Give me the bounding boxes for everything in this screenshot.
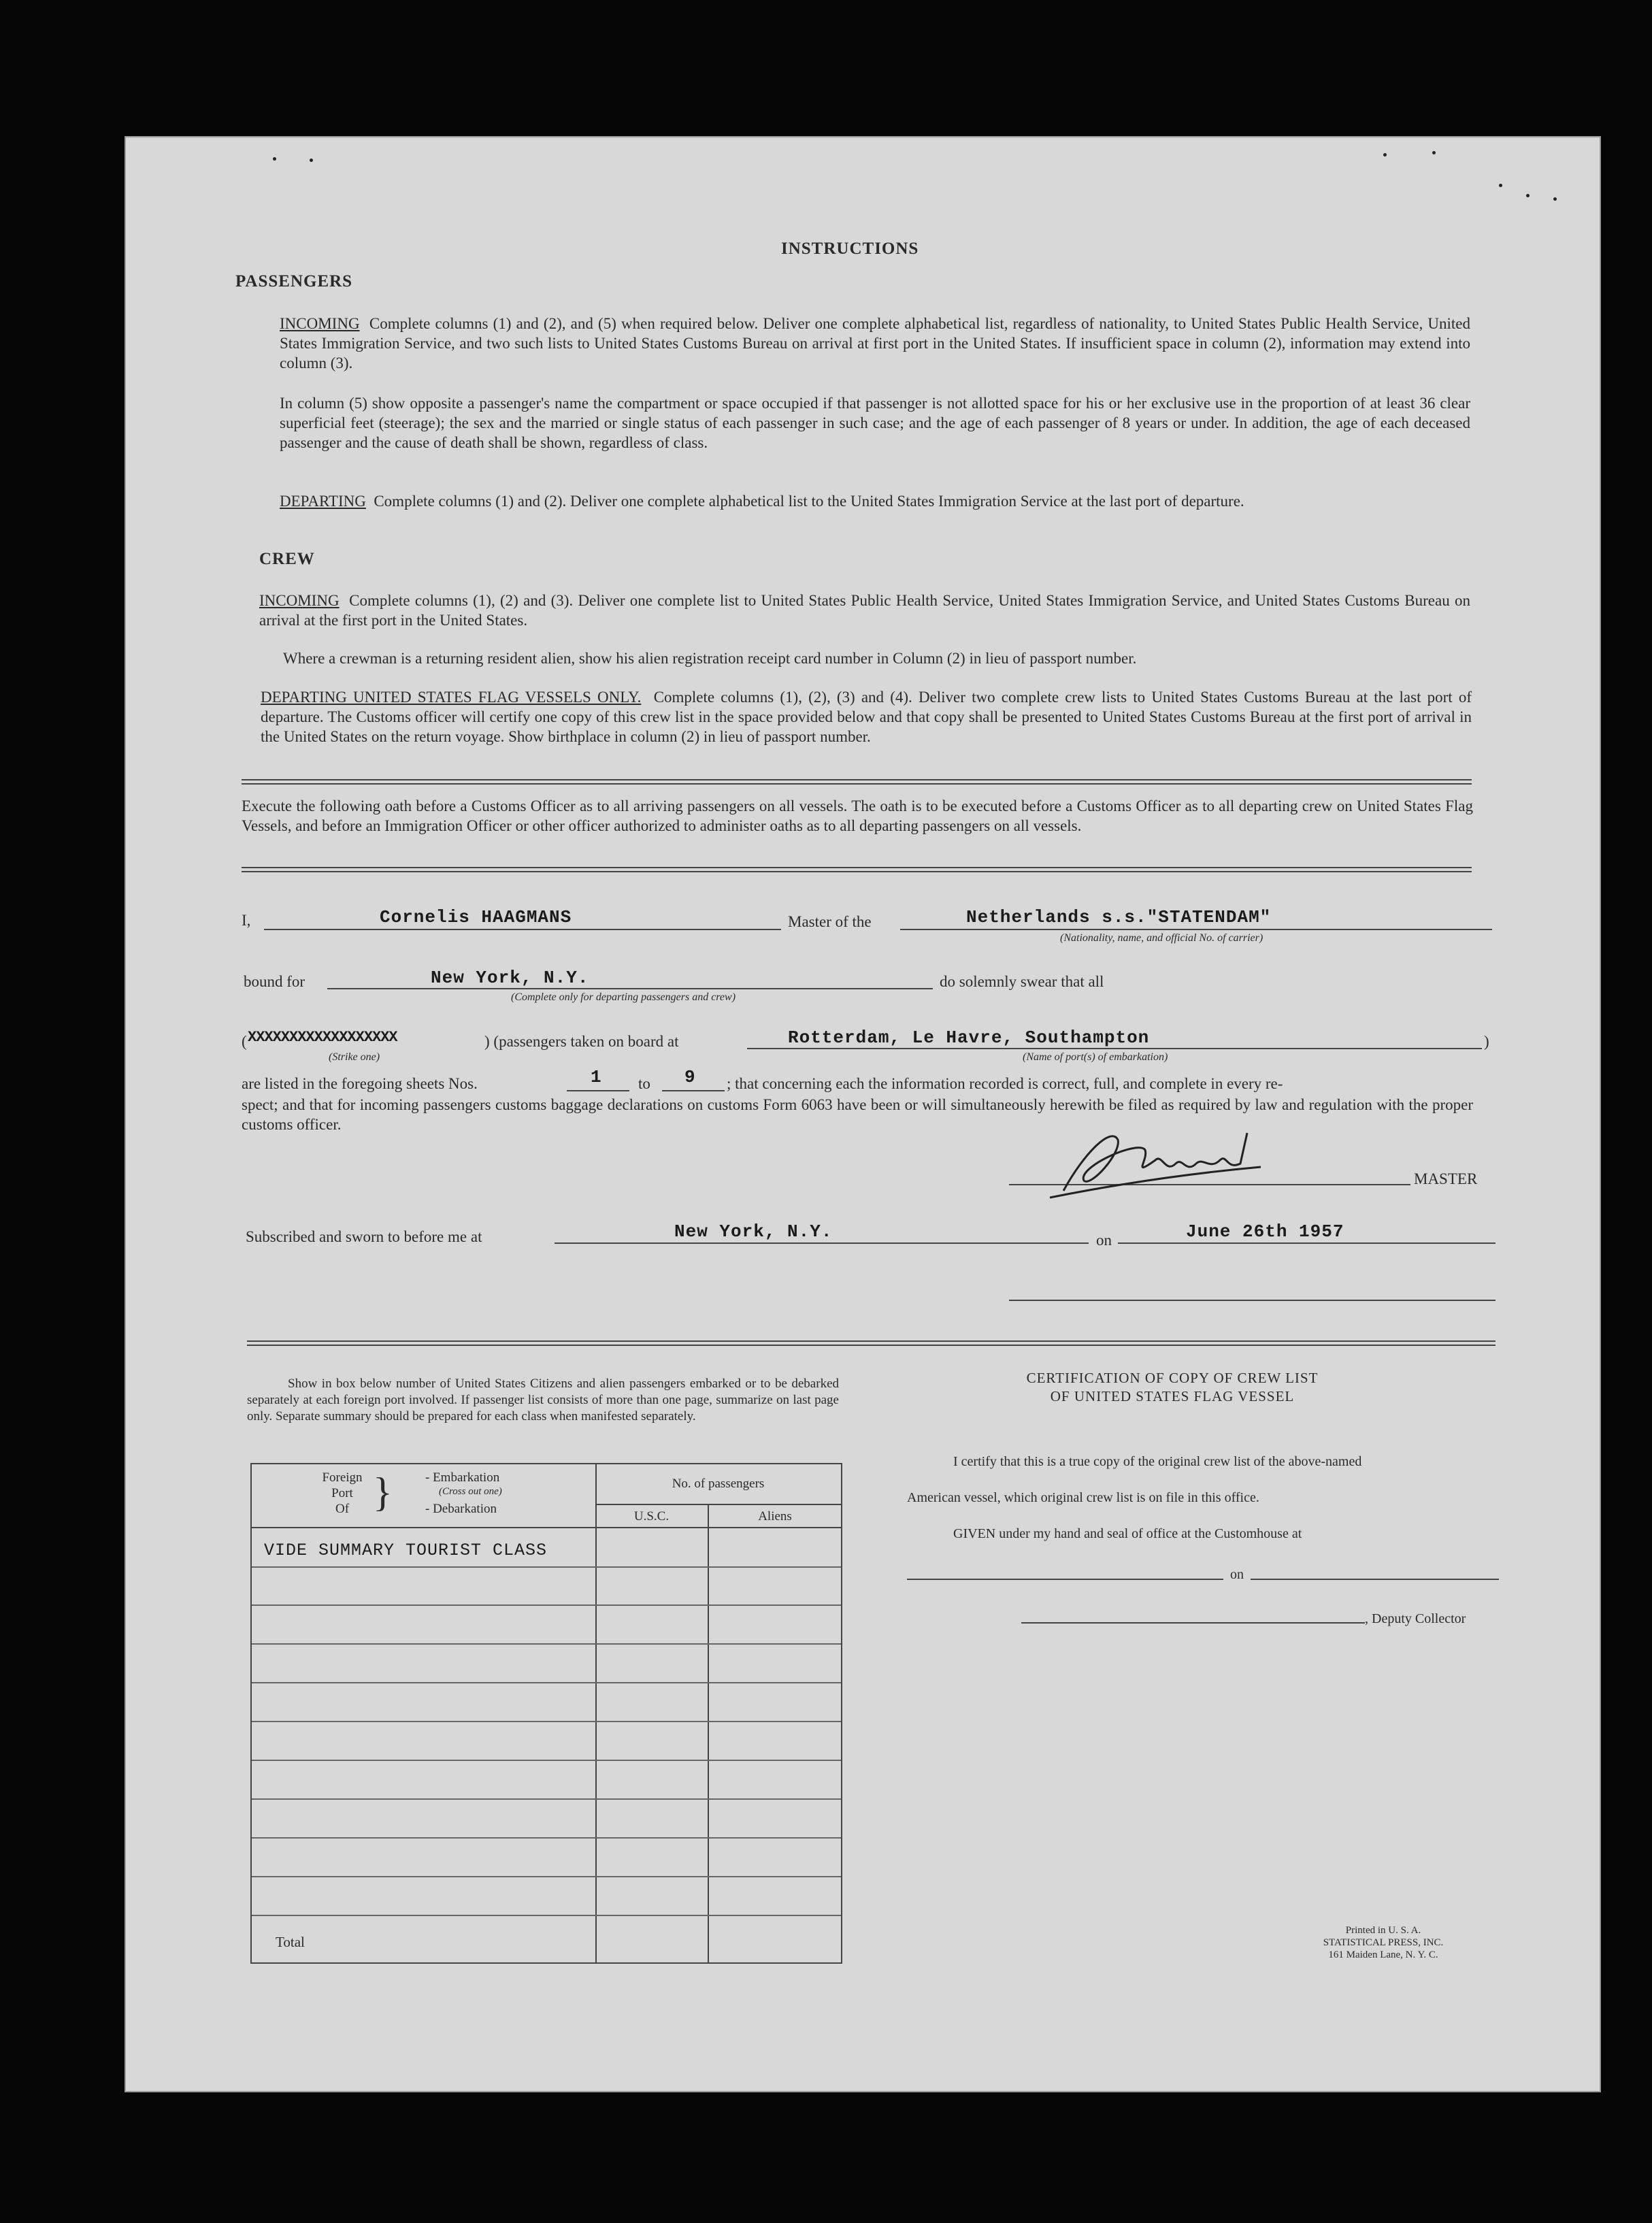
given-line: GIVEN under my hand and seal of office at the Customhouse at [953,1526,1302,1541]
certification-title-line1: CERTIFICATION OF COPY OF CREW LIST [1026,1370,1319,1386]
crew-incoming-paragraph [259,591,1470,630]
port-label: Port [331,1486,353,1500]
crewman-paragraph: Where a crewman is a returning resident alien, show his alien registration receipt card number in Column (2) in lieu of passport number. [283,650,1137,667]
row-divider [252,1682,841,1683]
instructions-title: INSTRUCTIONS [781,240,919,258]
summary-entry: VIDE SUMMARY TOURIST CLASS [264,1541,548,1560]
passengers-heading: PASSENGERS [235,272,353,291]
speck [273,157,276,161]
departing-flag-paragraph [261,687,1472,746]
incoming-label: INCOMING [280,315,360,332]
row-divider [252,1837,841,1839]
printer-line1: Printed in U. S. A. [1345,1925,1421,1936]
ports-line [747,1048,1482,1049]
foreign-label: Foreign [322,1470,363,1485]
total-label: Total [276,1934,305,1950]
open-paren: ( [242,1033,247,1050]
debarkation-label: - Debarkation [425,1502,497,1516]
printer-line2: STATISTICAL PRESS, INC. [1323,1937,1444,1948]
divider [242,867,1472,868]
cert-date-line [1251,1579,1499,1580]
struck-out-text: XXXXXXXXXXXXXXXXXX [248,1029,397,1046]
sheet-from-line [567,1090,629,1091]
master-signature [1036,1126,1281,1208]
certification-title [968,1369,1376,1406]
bound-for-label: bound for [244,973,305,990]
departing-text: Complete columns (1) and (2). Deliver one complete alphabetical list to the United States Immigration Service at the last port of departure. [374,493,1244,510]
officer-signature-line [1009,1300,1496,1301]
row-divider [252,1566,841,1568]
row-divider [252,1604,841,1606]
bound-for-line [327,988,933,989]
crew-incoming-text: Complete columns (1), (2) and (3). Deliver one complete list to United States Public Health Service, United States Immigration Service, and United States Customs Bureau on arrival at the first port in the United States. [259,592,1470,629]
usc-label: U.S.C. [633,1509,670,1524]
header-bottom [252,1527,841,1528]
brace: } [373,1470,393,1515]
sheet-from: 1 [591,1067,602,1087]
certification-title-line2: OF UNITED STATES FLAG VESSEL [1050,1388,1295,1404]
embarkation-label: - Embarkation [425,1470,500,1485]
departing-label: DEPARTING [280,493,366,510]
passengers-departing-paragraph [280,491,1470,511]
passengers-incoming-paragraph [280,314,1470,373]
sworn-date-line [1118,1242,1496,1244]
row-divider [252,1643,841,1645]
oath-instruction: Execute the following oath before a Customs Officer as to all arriving passengers on all vessels. The oath is to be executed before a Customs Officer as to all departing crew on United States Flag Vessels, and before an Immigration Officer or other officer authorized to administer oaths as to all departing passengers on all vessels. [242,797,1473,834]
deputy-signature-line [1021,1622,1365,1624]
sheets-label: are listed in the foregoing sheets Nos. [242,1075,478,1092]
departing-flag-text: Complete columns (1), (2), (3) and (4). Deliver two complete crew lists to United States Customs Bureau at the last port of departure. The Customs officer will certify one copy of this crew list in the space provided below and that copy shall be presented to United States Customs Bureau at the first port of arrival in the United States on the return voyage. Show birthplace in column (2) in lieu of passport number. [261,689,1472,745]
sheets-text-rest: spect; and that for incoming passengers customs baggage declarations on customs Form 6063 have been or will simultaneously herewith be filed as required by law and regulation with the proper customs officer. [242,1096,1473,1133]
row-divider [252,1721,841,1722]
speck [1553,197,1557,201]
vessel-line [900,929,1492,930]
speck [310,159,313,162]
certify-line2: American vessel, which original crew list is on file in this office. [907,1490,1259,1505]
divider [242,783,1472,785]
speck [1383,153,1387,157]
foreign-port-label [312,1470,373,1517]
printer-imprint [1295,1924,1472,1961]
divider [242,779,1472,780]
sheets-text-line1: ; that concerning each the information recorded is correct, full, and complete in every re- [727,1075,1283,1092]
sworn-place-line [555,1242,1089,1244]
aliens-label: Aliens [758,1509,792,1524]
summary-table [250,1463,842,1964]
form-page [125,136,1601,2092]
sworn-on-label: on [1096,1232,1112,1249]
divider [242,871,1472,872]
master-of-label: Master of the [788,913,872,930]
departing-flag-label: DEPARTING UNITED STATES FLAG VESSELS ONLY. [261,689,642,706]
sheet-to: 9 [684,1067,696,1087]
ports-caption: (Name of port(s) of embarkation) [1023,1051,1168,1063]
master-label: MASTER [1414,1170,1478,1187]
master-name: Cornelis HAAGMANS [380,907,572,927]
incoming-text: Complete columns (1) and (2), and (5) when required below. Deliver one complete alphabetical list, regardless of nationality, to United States Public Health Service, United States Immigration Service, and two such lists to United States Customs Bureau on arrival at first port in the United States. If insufficient space in column (2), information may extend into column (3). [280,315,1470,372]
vessel-name: Netherlands s.s."STATENDAM" [966,907,1272,927]
divider [247,1345,1496,1346]
speck [1432,151,1436,154]
swear-label: do solemnly swear that all [940,973,1104,990]
row-divider [252,1876,841,1877]
ports-value: Rotterdam, Le Havre, Southampton [788,1027,1150,1048]
of-label: Of [335,1502,350,1516]
to-label: to [638,1075,650,1092]
subscribed-label: Subscribed and sworn to before me at [246,1228,482,1245]
row-divider [252,1915,841,1916]
sheet-to-line [662,1090,725,1091]
divider [247,1340,1496,1342]
cross-out-label: (Cross out one) [439,1486,502,1497]
customhouse-line [907,1579,1223,1580]
column-divider [708,1505,709,1962]
crew-incoming-label: INCOMING [259,592,340,609]
master-name-line [264,929,781,930]
speck [1526,194,1530,197]
deputy-collector-label: , Deputy Collector [1365,1611,1466,1626]
i-label: I, [242,912,251,929]
column-divider [595,1464,597,1962]
row-divider [252,1798,841,1800]
crew-heading: CREW [259,550,315,568]
summary-instructions: Show in box below number of United States Citizens and alien passengers embarked or to be debarked separately at each foreign port involved. If passenger list consists of more than one page, summarize on last page only. Separate summary should be prepared for each class when manifested separately. [247,1377,839,1423]
sworn-place: New York, N.Y. [674,1221,833,1242]
vessel-caption: (Nationality, name, and official No. of carrier) [1060,932,1263,944]
column5-paragraph: In column (5) show opposite a passenger's name the compartment or space occupied if that passenger is not allotted space for his or her exclusive use in the proportion of at least 36 clear superficial feet (steerage); the sex and the married or single status of each passenger in such case; and the age of each passenger of 8 years or under. In addition, the age of each deceased passenger and the cause of death shall be shown, regardless of class. [280,395,1470,451]
row-divider [252,1760,841,1761]
strike-caption: (Strike one) [329,1051,380,1063]
no-of-passengers-label: No. of passengers [672,1477,765,1491]
bound-caption: (Complete only for departing passengers and crew) [511,991,736,1003]
close-paren: ) [1484,1033,1489,1050]
header-divider [595,1504,841,1505]
passengers-taken-label: ) (passengers taken on board at [484,1033,679,1050]
printer-line3: 161 Maiden Lane, N. Y. C. [1328,1949,1438,1960]
sworn-date: June 26th 1957 [1186,1221,1344,1242]
bound-for-value: New York, N.Y. [431,968,589,988]
certify-line1: I certify that this is a true copy of the original crew list of the above-named [953,1454,1362,1469]
cert-on-label: on [1230,1567,1244,1582]
speck [1499,184,1502,187]
